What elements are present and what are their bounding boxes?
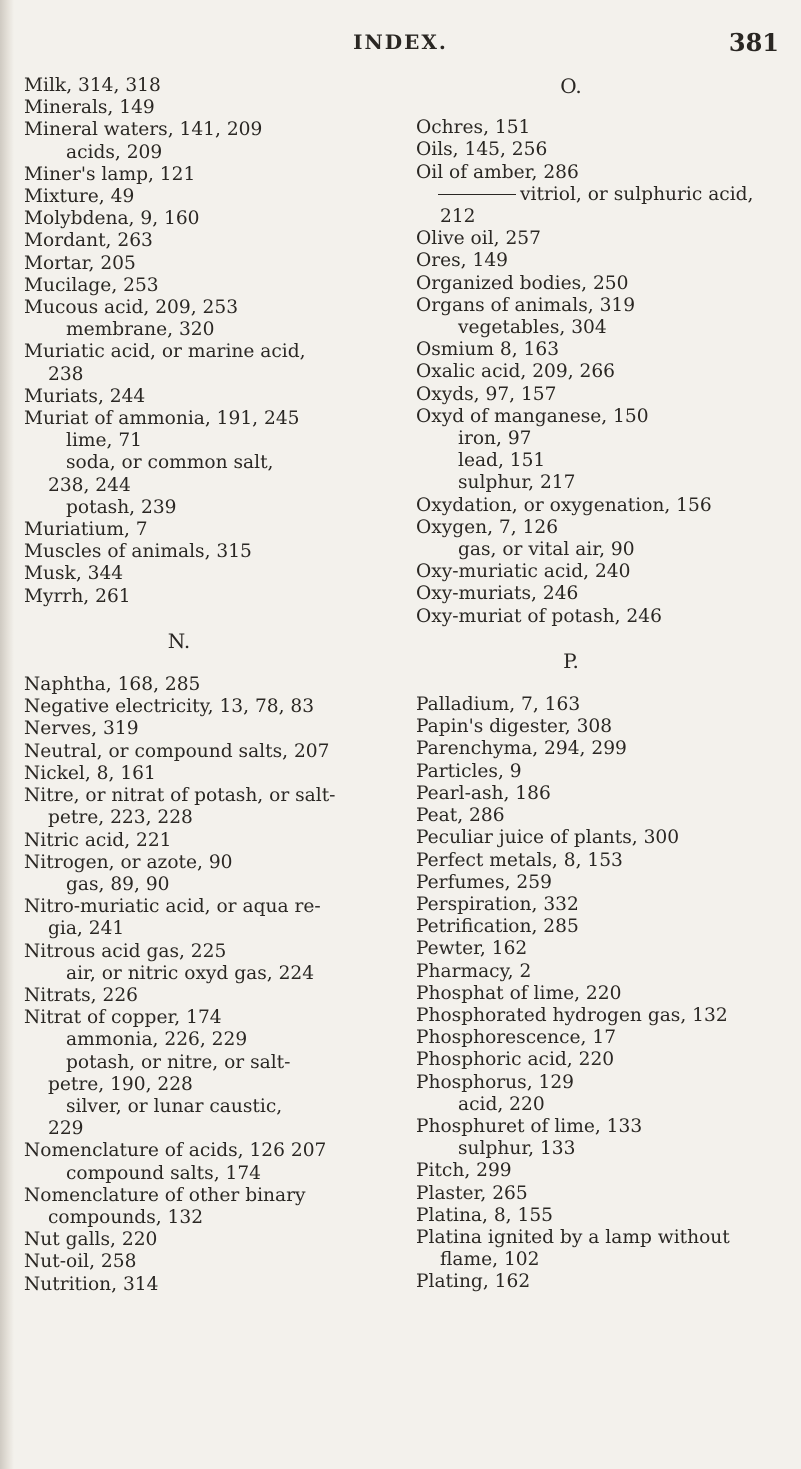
index-continuation: gia, 241	[48, 918, 125, 940]
index-entry: Parenchyma, 294, 299	[416, 738, 627, 760]
index-entry: Phosphat of lime, 220	[416, 982, 622, 1004]
page-header-title: INDEX.	[353, 30, 448, 54]
index-entry: Phosphorescence, 17	[416, 1027, 617, 1049]
index-entry: Negative electricity, 13, 78, 83	[24, 696, 315, 718]
index-entry: Perfect metals, 8, 153	[416, 849, 623, 871]
index-entry: Pearl-ash, 186	[416, 782, 551, 804]
index-entry: Muscles of animals, 315	[24, 541, 252, 563]
index-subentry: membrane, 320	[66, 319, 215, 341]
index-entry: Oils, 145, 256	[416, 139, 548, 161]
index-entry: Nut-oil, 258	[24, 1251, 137, 1273]
index-entry: Nerves, 319	[24, 718, 139, 740]
index-entry: Pewter, 162	[416, 938, 528, 960]
index-subentry: sulphur, 133	[458, 1138, 576, 1160]
index-continuation: petre, 190, 228	[48, 1073, 193, 1095]
right-index-column	[416, 75, 796, 1294]
page-binding-shadow	[0, 0, 14, 1469]
index-entry: Oxydation, or oxygenation, 156	[416, 494, 712, 516]
index-entry: Phosphorated hydrogen gas, 132	[416, 1004, 728, 1026]
index-entry: Particles, 9	[416, 760, 522, 782]
index-subentry-text: vitriol, or sulphuric acid,	[520, 183, 754, 205]
section-letter-o: O.	[560, 74, 582, 98]
index-entry: Ores, 149	[416, 250, 508, 272]
index-entry: Miner's lamp, 121	[24, 163, 196, 185]
index-continuation: 238, 244	[48, 474, 131, 496]
index-entry: Phosphorus, 129	[416, 1071, 575, 1093]
index-entry: Nickel, 8, 161	[24, 762, 156, 784]
index-entry: Phosphuret of lime, 133	[416, 1115, 643, 1137]
index-entry: Milk, 314, 318	[24, 75, 161, 96]
index-entry: Osmium 8, 163	[416, 339, 560, 361]
index-entry: Nutrition, 314	[24, 1273, 159, 1295]
index-entry: Phosphoric acid, 220	[416, 1049, 615, 1071]
index-entry: Plaster, 265	[416, 1182, 528, 1204]
index-continuation: petre, 223, 228	[48, 807, 193, 829]
section-letter-p: P.	[563, 648, 579, 673]
index-entry: Nitre, or nitrat of potash, or salt-	[24, 785, 336, 807]
index-entry: Muriatic acid, or marine acid,	[24, 341, 306, 363]
section-letter-n: N.	[167, 628, 191, 653]
index-entry: Oil of amber, 286	[416, 161, 579, 183]
index-entry: Mordant, 263	[24, 230, 153, 252]
index-subentry: ammonia, 226, 229	[66, 1029, 248, 1051]
index-entry: Molybdena, 9, 160	[24, 208, 200, 230]
left-index-column	[24, 75, 404, 1296]
index-subentry: sulphur, 217	[458, 472, 576, 494]
index-entry: Pharmacy, 2	[416, 960, 532, 982]
index-entry: Mucous acid, 209, 253	[24, 297, 239, 319]
index-entry: Nitrogen, or azote, 90	[24, 851, 233, 873]
index-subentry: potash, 239	[66, 496, 177, 518]
index-entry: Nomenclature of other binary	[24, 1184, 306, 1206]
index-entry: Oxy-muriatic acid, 240	[416, 561, 631, 583]
index-entry: Pitch, 299	[416, 1160, 512, 1182]
index-entry: Oxy-muriat of potash, 246	[416, 605, 662, 627]
index-subentry: gas, or vital air, 90	[458, 539, 635, 561]
index-continuation: compounds, 132	[48, 1206, 204, 1228]
index-entry: Muriat of ammonia, 191, 245	[24, 408, 300, 430]
index-entry: Nomenclature of acids, 126 207	[24, 1140, 327, 1162]
index-entry: Nut galls, 220	[24, 1229, 158, 1251]
index-entry: Peculiar juice of plants, 300	[416, 827, 680, 849]
index-entry: Muriats, 244	[24, 385, 146, 407]
index-entry: Peat, 286	[416, 805, 505, 827]
index-subentry: air, or nitric oxyd gas, 224	[66, 962, 315, 984]
ditto-dash	[438, 194, 516, 195]
index-entry: Neutral, or compound salts, 207	[24, 740, 330, 762]
index-subentry: potash, or nitre, or salt-	[66, 1051, 291, 1073]
index-entry: Oxalic acid, 209, 266	[416, 361, 616, 383]
index-entry: Nitric acid, 221	[24, 829, 172, 851]
index-entry: Mucilage, 253	[24, 274, 159, 296]
index-entry: Minerals, 149	[24, 97, 155, 119]
index-entry: Nitrats, 226	[24, 984, 138, 1006]
index-entry: Organized bodies, 250	[416, 272, 629, 294]
index-continuation: 238	[48, 363, 84, 385]
index-subentry-with-dash	[416, 184, 796, 206]
index-entry: Oxy-muriats, 246	[416, 583, 579, 605]
index-entry: Perfumes, 259	[416, 871, 552, 893]
index-entry: Nitro-muriatic acid, or aqua re-	[24, 896, 321, 918]
index-entry: Platina, 8, 155	[416, 1204, 553, 1226]
index-entry: Ochres, 151	[416, 117, 531, 139]
index-entry: Muriatium, 7	[24, 519, 148, 541]
index-subentry: lead, 151	[458, 450, 546, 472]
index-subentry: gas, 89, 90	[66, 873, 170, 895]
index-entry: Mortar, 205	[24, 252, 136, 274]
index-continuation: flame, 102	[440, 1249, 540, 1271]
index-entry: Oxygen, 7, 126	[416, 516, 559, 538]
index-continuation: 229	[48, 1118, 84, 1140]
index-entry: Mineral waters, 141, 209	[24, 119, 263, 141]
index-subentry: vegetables, 304	[458, 317, 607, 339]
index-subentry: lime, 71	[66, 430, 143, 452]
page-number: 381	[728, 28, 779, 57]
index-subentry: acid, 220	[458, 1093, 545, 1115]
index-entry: Organs of animals, 319	[416, 294, 636, 316]
index-entry: Perspiration, 332	[416, 893, 579, 915]
index-entry: Nitrat of copper, 174	[24, 1007, 222, 1029]
index-entry: Mixture, 49	[24, 186, 135, 208]
index-entry: Platina ignited by a lamp without	[416, 1226, 730, 1248]
index-entry: Oxyd of manganese, 150	[416, 405, 649, 427]
index-entry: Plating, 162	[416, 1271, 531, 1293]
index-continuation: 212	[440, 206, 476, 228]
index-entry: Naphtha, 168, 285	[24, 674, 201, 696]
index-entry: Petrification, 285	[416, 916, 579, 938]
index-subentry: acids, 209	[66, 141, 163, 163]
index-entry: Musk, 344	[24, 563, 124, 585]
index-entry: Nitrous acid gas, 225	[24, 940, 227, 962]
index-entry: Oxyds, 97, 157	[416, 383, 557, 405]
index-subentry: soda, or common salt,	[66, 452, 274, 474]
index-entry: Olive oil, 257	[416, 228, 541, 250]
index-subentry: silver, or lunar caustic,	[66, 1095, 283, 1117]
index-entry: Palladium, 7, 163	[416, 694, 581, 716]
index-entry: Papin's digester, 308	[416, 716, 613, 738]
index-subentry: iron, 97	[458, 428, 532, 450]
index-subentry: compound salts, 174	[66, 1162, 261, 1184]
index-entry: Myrrh, 261	[24, 585, 131, 607]
